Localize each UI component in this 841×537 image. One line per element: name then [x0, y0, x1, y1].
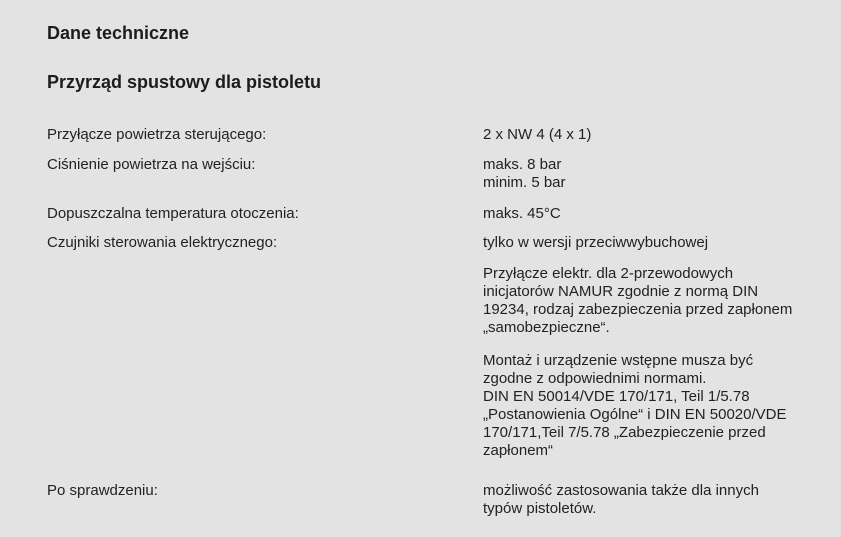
value-line: minim. 5 bar — [483, 174, 566, 191]
value-line: maks. 8 bar — [483, 156, 562, 173]
value-line: tylko w wersji przeciwwybuchowej — [483, 234, 709, 251]
value-line: „samobezpieczne“. — [483, 319, 610, 336]
value-line: inicjatorów NAMUR zgodnie z normą DIN — [483, 283, 759, 300]
section-heading: Dane techniczne — [47, 23, 190, 43]
row-label-electric-sensors: Czujniki sterowania elektrycznego: — [47, 234, 278, 251]
row-value-control-air-connection — [483, 126, 828, 144]
row-label-control-air-connection: Przyłącze powietrza sterującego: — [47, 126, 267, 143]
row-value-electrical-connection-note — [483, 265, 828, 337]
value-line: możliwość zastosowania także dla innych — [483, 482, 759, 499]
value-line: zapłonem“ — [483, 442, 554, 459]
value-line: maks. 45°C — [483, 205, 561, 222]
value-line: 170/171,Teil 7/5.78 „Zabezpieczenie przed — [483, 424, 766, 441]
row-value-installation-note — [483, 352, 828, 460]
subsection-heading: Przyrząd spustowy dla pistoletu — [47, 72, 322, 92]
row-value-after-verification — [483, 482, 828, 518]
row-value-input-air-pressure — [483, 156, 828, 192]
row-label-input-air-pressure: Ciśnienie powietrza na wejściu: — [47, 156, 256, 173]
value-line: 2 x NW 4 (4 x 1) — [483, 126, 592, 143]
value-line: Montaż i urządzenie wstępne musza być — [483, 352, 754, 369]
value-line: typów pistoletów. — [483, 500, 597, 517]
value-line: „Postanowienia Ogólne“ i DIN EN 50020/VDE — [483, 406, 787, 423]
value-line: zgodne z odpowiednimi normami. — [483, 370, 707, 387]
value-line: DIN EN 50014/VDE 170/171, Teil 1/5.78 — [483, 388, 750, 405]
value-line: Przyłącze elektr. dla 2-przewodowych — [483, 265, 734, 282]
row-value-electric-sensors — [483, 234, 828, 252]
row-label-after-verification: Po sprawdzeniu: — [47, 482, 158, 499]
row-value-ambient-temperature — [483, 205, 828, 223]
row-label-ambient-temperature: Dopuszczalna temperatura otoczenia: — [47, 205, 299, 222]
value-line: 19234, rodzaj zabezpieczenia przed zapłonem — [483, 301, 793, 318]
